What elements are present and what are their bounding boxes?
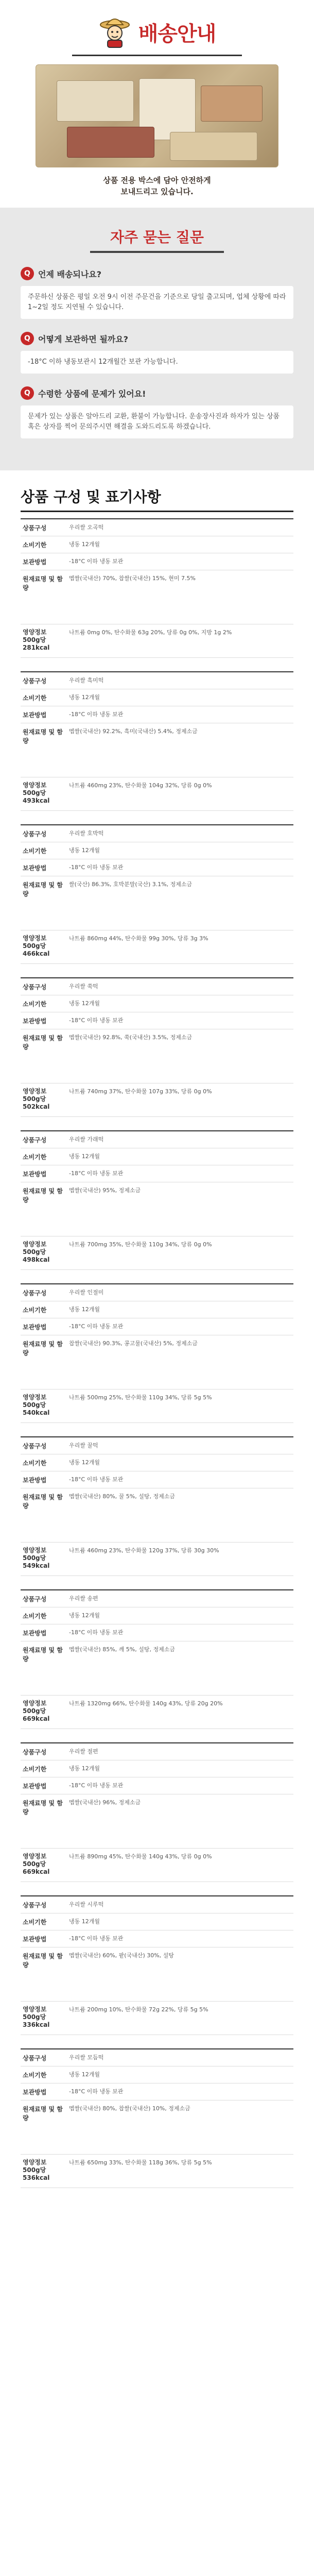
product-row-label-text: 보관방법 bbox=[23, 1936, 47, 1943]
product-table-row bbox=[21, 930, 293, 964]
product-row-value: 냉동 12개월 bbox=[69, 541, 100, 548]
product-row-value: -18°C 이하 냉동 보관 bbox=[69, 1323, 124, 1330]
product-row-label-text: 보관방법 bbox=[23, 1783, 47, 1790]
product-row-label-text: 영양정보 bbox=[23, 2159, 47, 2166]
product-table bbox=[21, 1589, 293, 1729]
product-row-label bbox=[21, 2155, 65, 2188]
product-row-value: -18°C 이하 냉동 보관 bbox=[69, 1629, 124, 1636]
product-row-value: -18°C 이하 냉동 보관 bbox=[69, 1476, 124, 1483]
product-row-label bbox=[21, 1896, 65, 1913]
product-row-value: -18°C 이하 냉동 보관 bbox=[69, 864, 124, 871]
product-row-label bbox=[21, 825, 65, 842]
product-row-label-text: 보관방법 bbox=[23, 711, 47, 719]
product-row-label-text: 상품구성 bbox=[23, 1290, 47, 1297]
product-table-row bbox=[21, 2066, 293, 2083]
faq-answer: 문제가 있는 상품은 알아드리 교환, 환불이 가능합니다. 운송장사진과 하자가 있는 상품 혹은 상자를 찍어 문의주시면 해결을 도와드리도록 하겠습니다. bbox=[21, 405, 293, 438]
product-row-value: 멥쌀(국내산) 95%, 정제소금 bbox=[69, 1187, 141, 1194]
product-table-row bbox=[21, 1437, 293, 1454]
product-row-label-text: 상품구성 bbox=[23, 1443, 47, 1450]
product-row-value: 나트륨 740mg 37%, 탄수화물 107g 33%, 당류 0g 0% bbox=[69, 1088, 212, 1095]
product-table bbox=[21, 1283, 293, 1423]
product-row-label-text: 소비기한 bbox=[23, 694, 47, 702]
product-table-row bbox=[21, 1012, 293, 1029]
product-table-row bbox=[21, 2083, 293, 2100]
product-row-label-text: 원재료명 및 함량 bbox=[23, 1341, 63, 1357]
product-row-label bbox=[21, 1165, 65, 1182]
product-table-row bbox=[21, 672, 293, 689]
product-row-label-text: 보관방법 bbox=[23, 1018, 47, 1025]
product-row-label bbox=[21, 1543, 65, 1575]
product-table-row bbox=[21, 1301, 293, 1318]
faq-item bbox=[21, 265, 293, 319]
product-row-label bbox=[21, 1743, 65, 1760]
product-row-label bbox=[21, 1284, 65, 1301]
product-table-row bbox=[21, 2002, 293, 2035]
product-table bbox=[21, 1436, 293, 1576]
product-row-value: 멥쌀(국내산) 85%, 깨 5%, 설탕, 정제소금 bbox=[69, 1646, 175, 1653]
product-row-label-text: 상품구성 bbox=[23, 1749, 47, 1756]
product-table-row bbox=[21, 1624, 293, 1641]
product-table-row bbox=[21, 1182, 293, 1236]
table-spacer bbox=[21, 1428, 293, 1436]
product-row-label bbox=[21, 1182, 65, 1236]
product-row-label bbox=[21, 2002, 65, 2035]
product-row-label-text: 보관방법 bbox=[23, 2089, 47, 2096]
product-row-label bbox=[21, 536, 65, 553]
product-row-label-text: 영양정보 bbox=[23, 782, 47, 789]
table-spacer bbox=[21, 1275, 293, 1283]
product-row-value: 냉동 12개월 bbox=[69, 1459, 100, 1466]
product-row-label-text: 원재료명 및 함량 bbox=[23, 1647, 63, 1663]
product-row-value: 냉동 12개월 bbox=[69, 847, 100, 854]
product-row-value: 냉동 12개월 bbox=[69, 2071, 100, 2078]
delivery-description-line: 보내드리고 있습니다. bbox=[120, 187, 194, 196]
product-row-label-text: 상품구성 bbox=[23, 1137, 47, 1144]
product-row-label bbox=[21, 859, 65, 876]
product-table-row bbox=[21, 842, 293, 859]
product-table-row bbox=[21, 1471, 293, 1488]
product-table-row bbox=[21, 1454, 293, 1471]
product-table bbox=[21, 977, 293, 1117]
product-row-label bbox=[21, 1012, 65, 1029]
package-photo bbox=[36, 64, 278, 167]
product-row-label-text: 원재료명 및 함량 bbox=[23, 1953, 63, 1969]
product-row-value: 멥쌀(국내산) 70%, 찹쌀(국내산) 15%, 현미 7.5% bbox=[69, 575, 196, 582]
product-row-label bbox=[21, 1696, 65, 1728]
table-spacer bbox=[21, 1581, 293, 1589]
product-row-label bbox=[21, 2066, 65, 2083]
faq-item bbox=[21, 385, 293, 438]
product-row-value: -18°C 이하 냉동 보관 bbox=[69, 2088, 124, 2095]
product-table-row bbox=[21, 1488, 293, 1543]
product-table-row bbox=[21, 1083, 293, 1117]
product-row-value: 우리쌀 쑥떡 bbox=[69, 983, 98, 990]
product-row-label bbox=[21, 689, 65, 706]
product-table-row bbox=[21, 978, 293, 995]
farmer-mascot-icon bbox=[98, 15, 131, 48]
product-row-label bbox=[21, 1947, 65, 2001]
product-row-label bbox=[21, 777, 65, 810]
product-row-value: 냉동 12개월 bbox=[69, 1000, 100, 1007]
table-spacer bbox=[21, 1122, 293, 1130]
nutrition-weight: 500g당 669kcal bbox=[23, 1860, 50, 1875]
nutrition-weight: 500g당 493kcal bbox=[23, 789, 50, 804]
table-spacer bbox=[21, 2040, 293, 2048]
product-row-label-text: 원재료명 및 함량 bbox=[23, 1800, 63, 1816]
question-icon: Q bbox=[21, 267, 34, 280]
product-row-label bbox=[21, 1335, 65, 1389]
product-row-label bbox=[21, 842, 65, 859]
product-table-row bbox=[21, 570, 293, 624]
nutrition-weight: 500g당 466kcal bbox=[23, 942, 50, 957]
delivery-heading bbox=[21, 15, 293, 48]
nutrition-weight: 500g당 281kcal bbox=[23, 636, 50, 651]
product-row-value: 나트륨 200mg 10%, 탄수화물 72g 22%, 당류 5g 5% bbox=[69, 2006, 208, 2013]
product-row-label bbox=[21, 1148, 65, 1165]
product-row-value: 냉동 12개월 bbox=[69, 1153, 100, 1160]
product-row-label bbox=[21, 553, 65, 570]
product-table-row bbox=[21, 1543, 293, 1576]
product-table-row bbox=[21, 859, 293, 876]
product-row-label bbox=[21, 1437, 65, 1454]
product-table-row bbox=[21, 519, 293, 536]
product-row-label bbox=[21, 2083, 65, 2100]
product-row-label-text: 보관방법 bbox=[23, 558, 47, 566]
product-info-title: 상품 구성 및 표기사항 bbox=[21, 488, 161, 505]
divider bbox=[21, 511, 293, 512]
product-table-row bbox=[21, 1947, 293, 2002]
product-row-label-text: 원재료명 및 함량 bbox=[23, 1035, 63, 1050]
product-row-value: 우리쌀 흑미떡 bbox=[69, 677, 104, 684]
product-row-label bbox=[21, 1849, 65, 1882]
product-row-label-text: 원재료명 및 함량 bbox=[23, 2106, 63, 2122]
product-row-label-text: 영양정보 bbox=[23, 1241, 47, 1248]
product-row-label-text: 영양정보 bbox=[23, 935, 47, 942]
faq-answer: -18°C 이하 냉동보관시 12개월간 보관 가능합니다. bbox=[21, 351, 293, 374]
product-row-value: 쌀(국산) 86.3%, 호박분말(국산) 3.1%, 정제소금 bbox=[69, 881, 193, 888]
product-row-label-text: 상품구성 bbox=[23, 2055, 47, 2062]
product-row-label bbox=[21, 706, 65, 723]
product-row-label bbox=[21, 570, 65, 624]
question-icon: Q bbox=[21, 386, 34, 400]
delivery-description-line: 상품 전용 박스에 담아 안전하게 bbox=[103, 176, 211, 185]
faq-question[interactable] bbox=[21, 385, 293, 401]
product-table-row bbox=[21, 1930, 293, 1947]
product-row-label-text: 영양정보 bbox=[23, 1547, 47, 1554]
product-row-value: 나트륨 460mg 23%, 탄수화물 104g 32%, 당류 0g 0% bbox=[69, 782, 212, 789]
divider bbox=[90, 251, 224, 253]
product-table-row bbox=[21, 1389, 293, 1423]
product-table-row bbox=[21, 1318, 293, 1335]
product-row-label-text: 원재료명 및 함량 bbox=[23, 1188, 63, 1204]
product-table-row bbox=[21, 1029, 293, 1083]
product-table-row bbox=[21, 1794, 293, 1849]
table-spacer bbox=[21, 2193, 293, 2201]
question-icon: Q bbox=[21, 332, 34, 345]
divider bbox=[72, 55, 242, 56]
product-row-label-text: 소비기한 bbox=[23, 2072, 47, 2079]
product-table-row bbox=[21, 624, 293, 658]
product-row-value: 우리쌀 인절미 bbox=[69, 1289, 104, 1296]
product-table-row bbox=[21, 1335, 293, 1389]
nutrition-weight: 500g당 549kcal bbox=[23, 1554, 50, 1569]
table-spacer bbox=[21, 969, 293, 977]
product-row-label bbox=[21, 2049, 65, 2066]
table-spacer bbox=[21, 816, 293, 824]
product-row-value: -18°C 이하 냉동 보관 bbox=[69, 558, 124, 565]
product-row-value: 멥쌀(국내산) 92.8%, 쑥(국내산) 3.5%, 정제소금 bbox=[69, 1034, 193, 1041]
product-row-label-text: 소비기한 bbox=[23, 1001, 47, 1008]
product-row-label bbox=[21, 978, 65, 995]
product-table-row bbox=[21, 553, 293, 570]
product-table-row bbox=[21, 1284, 293, 1301]
product-row-label bbox=[21, 1930, 65, 1947]
product-row-label-text: 상품구성 bbox=[23, 1596, 47, 1603]
table-spacer bbox=[21, 1734, 293, 1742]
product-table-row bbox=[21, 706, 293, 723]
product-table-row bbox=[21, 1913, 293, 1930]
product-row-value: 우리쌀 시루떡 bbox=[69, 1901, 104, 1908]
product-row-label-text: 영양정보 bbox=[23, 1700, 47, 1707]
faq-item bbox=[21, 330, 293, 374]
product-row-label bbox=[21, 1590, 65, 1607]
product-row-label-text: 소비기한 bbox=[23, 1460, 47, 1467]
nutrition-weight: 500g당 669kcal bbox=[23, 1707, 50, 1722]
product-row-label-text: 소비기한 bbox=[23, 1613, 47, 1620]
product-table-row bbox=[21, 1148, 293, 1165]
product-row-value: -18°C 이하 냉동 보관 bbox=[69, 1935, 124, 1942]
product-table-row bbox=[21, 876, 293, 930]
product-table-row bbox=[21, 995, 293, 1012]
delivery-title: 배송안내 bbox=[138, 22, 216, 46]
product-row-label-text: 상품구성 bbox=[23, 984, 47, 991]
product-table-list bbox=[21, 518, 293, 2201]
product-row-label-text: 원재료명 및 함량 bbox=[23, 575, 63, 591]
product-table bbox=[21, 1895, 293, 2035]
nutrition-weight: 500g당 336kcal bbox=[23, 2013, 50, 2028]
product-row-value: 냉동 12개월 bbox=[69, 1918, 100, 1925]
product-row-label bbox=[21, 723, 65, 777]
product-row-label-text: 소비기한 bbox=[23, 541, 47, 549]
product-row-value: 냉동 12개월 bbox=[69, 1306, 100, 1313]
product-row-value: 냉동 12개월 bbox=[69, 694, 100, 701]
product-row-value: 나트륨 500mg 25%, 탄수화물 110g 34%, 당류 5g 5% bbox=[69, 1394, 212, 1401]
faq-title: 자주 묻는 질문 bbox=[110, 229, 204, 246]
product-row-label bbox=[21, 624, 65, 657]
product-row-label-text: 보관방법 bbox=[23, 1630, 47, 1637]
product-row-label bbox=[21, 1913, 65, 1930]
nutrition-weight: 500g당 536kcal bbox=[23, 2166, 50, 2181]
product-row-label bbox=[21, 1083, 65, 1116]
product-table-row bbox=[21, 536, 293, 553]
product-table bbox=[21, 2048, 293, 2188]
product-row-label bbox=[21, 1454, 65, 1471]
product-row-label bbox=[21, 930, 65, 963]
nutrition-weight: 500g당 540kcal bbox=[23, 1401, 50, 1416]
faq-question[interactable] bbox=[21, 265, 293, 282]
product-row-label-text: 보관방법 bbox=[23, 865, 47, 872]
product-row-value: 우리쌀 절편 bbox=[69, 1748, 98, 1755]
product-row-label bbox=[21, 1624, 65, 1641]
faq-question-text: 수령한 상품에 문제가 있어요! bbox=[38, 388, 146, 399]
product-row-value: 우리쌀 호박떡 bbox=[69, 830, 104, 837]
product-table bbox=[21, 1742, 293, 1882]
product-table-row bbox=[21, 825, 293, 842]
product-table-row bbox=[21, 1641, 293, 1696]
product-table bbox=[21, 824, 293, 964]
product-row-label-text: 상품구성 bbox=[23, 524, 47, 532]
nutrition-weight: 500g당 502kcal bbox=[23, 1095, 50, 1110]
product-row-value: 우리쌀 오곡떡 bbox=[69, 524, 104, 531]
product-row-value: 나트륨 650mg 33%, 탄수화물 118g 36%, 당류 5g 5% bbox=[69, 2159, 212, 2166]
product-row-label-text: 소비기한 bbox=[23, 848, 47, 855]
product-row-value: 나트륨 890mg 45%, 탄수화물 140g 43%, 당류 0g 0% bbox=[69, 1853, 212, 1860]
product-row-label bbox=[21, 876, 65, 930]
product-row-value: 멥쌀(국내산) 80%, 꿀 5%, 설탕, 정제소금 bbox=[69, 1493, 175, 1500]
product-row-value: 멥쌀(국내산) 60%, 팥(국내산) 30%, 설탕 bbox=[69, 1952, 174, 1959]
faq-question-text: 어떻게 보관하면 될까요? bbox=[38, 334, 128, 344]
product-table bbox=[21, 671, 293, 811]
delivery-section bbox=[0, 0, 314, 208]
product-table-row bbox=[21, 1849, 293, 1882]
product-table-row bbox=[21, 1743, 293, 1760]
product-row-label-text: 원재료명 및 함량 bbox=[23, 882, 63, 897]
product-table-row bbox=[21, 2100, 293, 2155]
product-row-value: 나트륨 460mg 23%, 탄수화물 120g 37%, 당류 30g 30% bbox=[69, 1547, 219, 1554]
product-table-row bbox=[21, 723, 293, 777]
table-spacer bbox=[21, 1887, 293, 1895]
product-row-label bbox=[21, 1777, 65, 1794]
product-row-label-text: 영양정보 bbox=[23, 629, 47, 636]
faq-section bbox=[0, 208, 314, 470]
product-row-label bbox=[21, 672, 65, 689]
product-table-row bbox=[21, 1760, 293, 1777]
product-row-label bbox=[21, 1488, 65, 1542]
product-row-value: -18°C 이하 냉동 보관 bbox=[69, 1017, 124, 1024]
product-row-label-text: 소비기한 bbox=[23, 1919, 47, 1926]
package-item bbox=[57, 80, 134, 122]
product-row-label bbox=[21, 1794, 65, 1848]
product-row-value: 냉동 12개월 bbox=[69, 1765, 100, 1772]
product-row-label bbox=[21, 1607, 65, 1624]
faq-question[interactable] bbox=[21, 330, 293, 347]
package-item bbox=[67, 127, 154, 158]
product-row-value: 나트륨 1320mg 66%, 탄수화물 140g 43%, 당류 20g 20% bbox=[69, 1700, 223, 1707]
faq-answer: 주문하신 상품은 평일 오전 9시 이전 주문건을 기준으로 당일 출고되며, 업체 상황에 따라 1~2일 정도 지연될 수 있습니다. bbox=[21, 286, 293, 319]
product-row-value: 멥쌀(국내산) 92.2%, 흑미(국내산) 5.4%, 정제소금 bbox=[69, 728, 198, 735]
product-row-label bbox=[21, 1641, 65, 1695]
product-table bbox=[21, 1130, 293, 1270]
product-row-value: 멥쌀(국내산) 96%, 정제소금 bbox=[69, 1799, 141, 1806]
faq-question-text: 언제 배송되나요? bbox=[38, 269, 102, 279]
product-row-label bbox=[21, 995, 65, 1012]
product-info-section bbox=[0, 470, 314, 2217]
product-row-label bbox=[21, 2100, 65, 2154]
product-row-label-text: 영양정보 bbox=[23, 1088, 47, 1095]
product-row-label bbox=[21, 1301, 65, 1318]
product-table-row bbox=[21, 1236, 293, 1270]
product-table-row bbox=[21, 1896, 293, 1913]
package-item bbox=[201, 86, 263, 122]
product-row-label bbox=[21, 1318, 65, 1335]
product-table-row bbox=[21, 1607, 293, 1624]
product-row-label bbox=[21, 1760, 65, 1777]
product-row-label-text: 보관방법 bbox=[23, 1171, 47, 1178]
table-spacer bbox=[21, 663, 293, 671]
product-table-row bbox=[21, 689, 293, 706]
product-row-label-text: 원재료명 및 함량 bbox=[23, 1494, 63, 1510]
product-row-label bbox=[21, 1236, 65, 1269]
product-row-value: 우리쌀 가래떡 bbox=[69, 1136, 104, 1143]
product-row-value: 나트륨 860mg 44%, 탄수화물 99g 30%, 당류 3g 3% bbox=[69, 935, 208, 942]
product-row-label-text: 소비기한 bbox=[23, 1154, 47, 1161]
product-row-label bbox=[21, 1389, 65, 1422]
product-table-row bbox=[21, 1131, 293, 1148]
product-row-value: 멥쌀(국내산) 80%, 찹쌀(국내산) 10%, 정제소금 bbox=[69, 2105, 190, 2112]
product-row-label-text: 상품구성 bbox=[23, 677, 47, 685]
product-row-label-text: 영양정보 bbox=[23, 2006, 47, 2013]
product-row-label bbox=[21, 519, 65, 536]
product-row-value: 냉동 12개월 bbox=[69, 1612, 100, 1619]
product-row-label-text: 영양정보 bbox=[23, 1394, 47, 1401]
product-row-label bbox=[21, 1131, 65, 1148]
package-item bbox=[170, 132, 257, 161]
product-row-label bbox=[21, 1471, 65, 1488]
product-row-label-text: 원재료명 및 함량 bbox=[23, 728, 63, 744]
product-row-label-text: 소비기한 bbox=[23, 1307, 47, 1314]
product-row-value: 우리쌀 송편 bbox=[69, 1595, 98, 1602]
product-row-value: 우리쌀 꿀떡 bbox=[69, 1442, 98, 1449]
product-row-label-text: 보관방법 bbox=[23, 1324, 47, 1331]
product-row-value: -18°C 이하 냉동 보관 bbox=[69, 1782, 124, 1789]
product-table-row bbox=[21, 1777, 293, 1794]
product-row-label-text: 보관방법 bbox=[23, 1477, 47, 1484]
product-row-label-text: 영양정보 bbox=[23, 1853, 47, 1860]
product-table bbox=[21, 518, 293, 658]
product-row-value: 나트륨 0mg 0%, 탄수화물 63g 20%, 당류 0g 0%, 지방 1g 2% bbox=[69, 629, 232, 636]
product-row-value: 우리쌀 모듬떡 bbox=[69, 2054, 104, 2061]
product-table-row bbox=[21, 2049, 293, 2066]
product-row-label bbox=[21, 1029, 65, 1083]
product-row-label-text: 상품구성 bbox=[23, 1902, 47, 1909]
nutrition-weight: 500g당 498kcal bbox=[23, 1248, 50, 1263]
product-row-value: 찹쌀(국내산) 90.3%, 콩고물(국내산) 5%, 정제소금 bbox=[69, 1340, 198, 1347]
product-row-label-text: 소비기한 bbox=[23, 1766, 47, 1773]
delivery-description bbox=[21, 175, 293, 197]
product-table-row bbox=[21, 1696, 293, 1729]
product-table-row bbox=[21, 777, 293, 811]
product-table-row bbox=[21, 1165, 293, 1182]
product-table-row bbox=[21, 2155, 293, 2188]
product-table-row bbox=[21, 1590, 293, 1607]
product-row-value: -18°C 이하 냉동 보관 bbox=[69, 711, 124, 718]
product-row-label-text: 상품구성 bbox=[23, 831, 47, 838]
product-row-value: -18°C 이하 냉동 보관 bbox=[69, 1170, 124, 1177]
product-row-value: 나트륨 700mg 35%, 탄수화물 110g 34%, 당류 0g 0% bbox=[69, 1241, 212, 1248]
